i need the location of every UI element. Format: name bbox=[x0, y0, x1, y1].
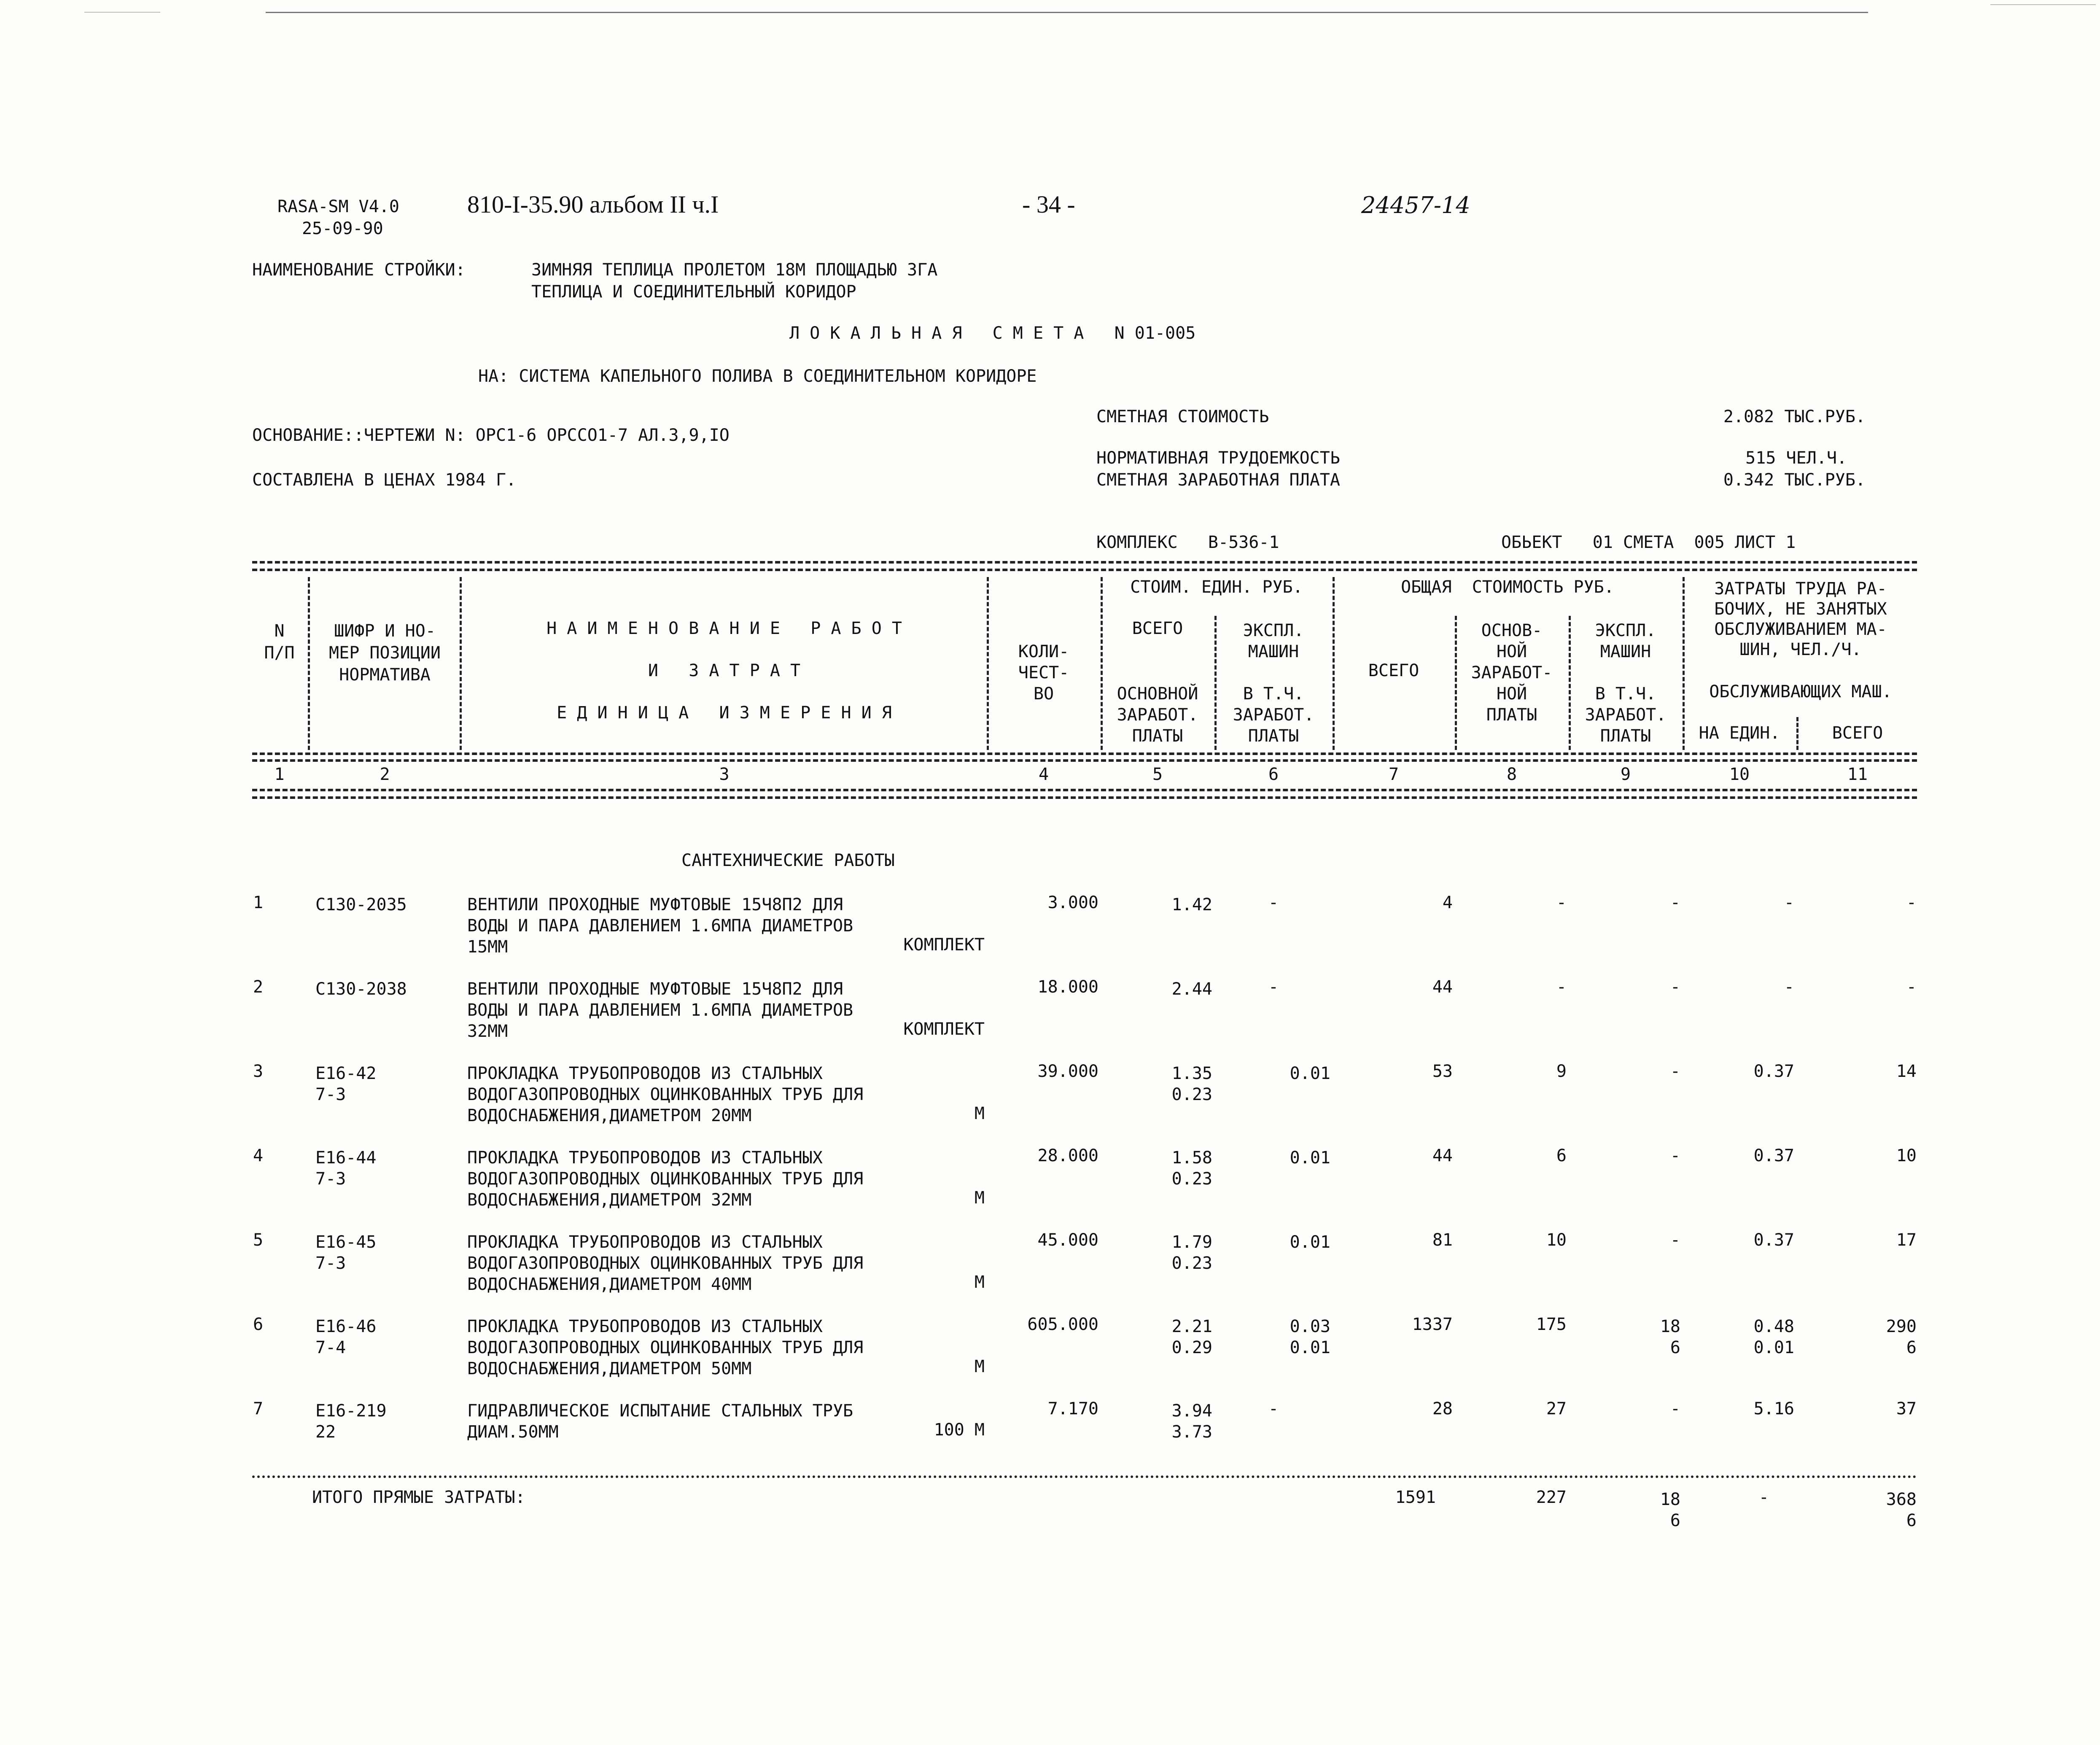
object-sheet: ОБЬЕКТ 01 СМЕТА 005 ЛИСТ 1 bbox=[1501, 533, 1796, 552]
row-labor-total: 10 bbox=[1896, 1146, 1917, 1165]
column-number: 1 bbox=[274, 765, 285, 784]
prices-year: СОСТАВЛЕНА В ЦЕНАХ 1984 Г. bbox=[252, 470, 517, 490]
construction-line2: ТЕПЛИЦА И СОЕДИНИТЕЛЬНЫЙ КОРИДОР bbox=[531, 282, 856, 302]
labor-value: 515 ЧЕЛ.Ч. bbox=[1745, 448, 1847, 468]
row-unit-machines: 0.03 0.01 bbox=[1290, 1317, 1330, 1357]
row-work-name: ПРОКЛАДКА ТРУБОПРОВОДОВ ИЗ СТАЛЬНЫХ ВОДОГАЗОПРОВОДНЫХ ОЦИНКОВАННЫХ ТРУБ ДЛЯ ВОДОСНАБЖЕНИЯ,ДИАМЕТРОМ 40ММ bbox=[467, 1233, 864, 1294]
scan-mark bbox=[1990, 4, 2096, 5]
row-main-wage: 10 bbox=[1546, 1230, 1567, 1250]
header-group-labor: ЗАТРАТЫ ТРУДА РА- БОЧИХ, НЕ ЗАНЯТЫХ ОБСЛУЖИВАНИЕМ МА- ШИН, ЧЕЛ./Ч. bbox=[1714, 579, 1887, 659]
complex: КОМПЛЕКС В-536-1 bbox=[1096, 533, 1279, 552]
column-number: 5 bbox=[1152, 765, 1163, 784]
basis: ОСНОВАНИЕ::ЧЕРТЕЖИ N: ОРС1-6 ОРССО1-7 АЛ.3,9,IO bbox=[252, 426, 730, 445]
row-main-wage: 9 bbox=[1556, 1062, 1567, 1081]
totals-labor-per-unit: - bbox=[1758, 1488, 1769, 1507]
wage-value: 0.342 ТЫС.РУБ. bbox=[1723, 470, 1866, 490]
row-number: 7 bbox=[253, 1399, 264, 1419]
row-labor-per-unit: 5.16 bbox=[1753, 1399, 1794, 1419]
row-code: С130-2035 bbox=[315, 895, 407, 914]
row-total: 4 bbox=[1442, 893, 1453, 912]
row-total: 1337 bbox=[1412, 1315, 1453, 1334]
row-unit: М bbox=[974, 1104, 985, 1123]
row-code: Е16-46 7-4 bbox=[315, 1317, 377, 1357]
row-main-wage: 175 bbox=[1536, 1315, 1567, 1334]
row-unit: М bbox=[974, 1188, 985, 1208]
estimate-title: Л О К А Л Ь Н А Я С М Е Т А N 01-005 bbox=[789, 324, 1196, 343]
row-quantity: 18.000 bbox=[1037, 977, 1098, 997]
row-unit-machines: - bbox=[1268, 1399, 1279, 1419]
row-total: 44 bbox=[1432, 977, 1453, 997]
column-number: 6 bbox=[1268, 765, 1279, 784]
row-number: 1 bbox=[253, 893, 264, 912]
row-work-name: ГИДРАВЛИЧЕСКОЕ ИСПЫТАНИЕ СТАЛЬНЫХ ТРУБ ДИАМ.50ММ bbox=[467, 1401, 853, 1442]
row-labor-total: 17 bbox=[1896, 1230, 1917, 1250]
program-id: RASA-SM V4.0 bbox=[277, 197, 399, 216]
header-group-total-cost: ОБЩАЯ СТОИМОСТЬ РУБ. bbox=[1401, 577, 1614, 597]
row-quantity: 28.000 bbox=[1037, 1146, 1098, 1165]
row-number: 3 bbox=[253, 1062, 264, 1081]
header-col-total: ВСЕГО bbox=[1132, 619, 1183, 638]
row-unit: КОМПЛЕКТ bbox=[903, 1019, 985, 1039]
row-number: 6 bbox=[253, 1315, 264, 1334]
header-group-machine-labor: ОБСЛУЖИВАЮЩИХ МАШ. bbox=[1709, 682, 1892, 701]
column-number: 10 bbox=[1729, 765, 1750, 784]
header-col-code: ШИФР И НО- МЕР ПОЗИЦИИ НОРМАТИВА bbox=[329, 621, 441, 685]
row-quantity: 3.000 bbox=[1047, 893, 1098, 912]
row-machines: - bbox=[1670, 977, 1680, 997]
row-unit: М bbox=[974, 1357, 985, 1376]
row-labor-per-unit: - bbox=[1784, 977, 1794, 997]
header-col-machine-op-wage: В Т.Ч. ЗАРАБОТ. ПЛАТЫ bbox=[1585, 684, 1667, 746]
row-quantity: 7.170 bbox=[1047, 1399, 1098, 1419]
row-total: 44 bbox=[1432, 1146, 1453, 1165]
row-unit-cost: 1.58 0.23 bbox=[1171, 1148, 1212, 1189]
row-work-name: ПРОКЛАДКА ТРУБОПРОВОДОВ ИЗ СТАЛЬНЫХ ВОДОГАЗОПРОВОДНЫХ ОЦИНКОВАННЫХ ТРУБ ДЛЯ ВОДОСНАБЖЕНИЯ,ДИАМЕТРОМ 20ММ bbox=[467, 1064, 864, 1125]
column-number: 9 bbox=[1620, 765, 1631, 784]
program-date: 25-09-90 bbox=[302, 219, 383, 238]
row-code: С130-2038 bbox=[315, 979, 407, 999]
totals-label: ИТОГО ПРЯМЫЕ ЗАТРАТЫ: bbox=[312, 1488, 525, 1507]
header-col-total-sum: ВСЕГО bbox=[1368, 661, 1419, 680]
header-col-name-3: Е Д И Н И Ц А И З М Е Р Е Н И Я bbox=[557, 703, 892, 723]
table-top-rule bbox=[252, 569, 1917, 571]
row-main-wage: - bbox=[1556, 893, 1567, 912]
totals-total: 1591 bbox=[1395, 1488, 1436, 1507]
header-col-name-2: И З А Т Р А Т bbox=[648, 661, 801, 680]
header-bottom-rule bbox=[252, 789, 1917, 791]
header-group-unit-cost: СТОИМ. ЕДИН. РУБ. bbox=[1130, 577, 1303, 597]
row-labor-total: - bbox=[1906, 893, 1917, 912]
row-work-name: ВЕНТИЛИ ПРОХОДНЫЕ МУФТОВЫЕ 15Ч8П2 ДЛЯ ВОДЫ И ПАРА ДАВЛЕНИЕМ 1.6МПА ДИАМЕТРОВ 32ММ bbox=[467, 979, 853, 1041]
column-number: 3 bbox=[719, 765, 730, 784]
row-labor-per-unit: 0.37 bbox=[1753, 1062, 1794, 1081]
totals-main-wage: 227 bbox=[1536, 1488, 1567, 1507]
column-number: 2 bbox=[380, 765, 390, 784]
row-main-wage: - bbox=[1556, 977, 1567, 997]
scan-edge bbox=[266, 12, 1868, 13]
row-quantity: 45.000 bbox=[1037, 1230, 1098, 1250]
row-machines: - bbox=[1670, 893, 1680, 912]
row-total: 28 bbox=[1432, 1399, 1453, 1419]
row-labor-per-unit: 0.48 0.01 bbox=[1753, 1317, 1794, 1357]
header-col-number: N П/П bbox=[264, 621, 295, 663]
totals-machines: 18 6 bbox=[1660, 1490, 1680, 1530]
row-unit-cost: 2.44 bbox=[1171, 979, 1212, 999]
row-unit-cost: 2.21 0.29 bbox=[1171, 1317, 1212, 1357]
header-col-machines: ЭКСПЛ. МАШИН bbox=[1243, 621, 1304, 661]
row-code: Е16-45 7-3 bbox=[315, 1233, 377, 1273]
row-labor-total: 14 bbox=[1896, 1062, 1917, 1081]
header-col-name: Н А И М Е Н О В А Н И Е Р А Б О Т bbox=[547, 619, 902, 638]
construction-label: НАИМЕНОВАНИЕ СТРОЙКИ: bbox=[252, 260, 466, 280]
row-unit-cost: 1.35 0.23 bbox=[1171, 1064, 1212, 1104]
header-col-quantity: КОЛИ- ЧЕСТ- ВО bbox=[1018, 642, 1069, 704]
row-code: Е16-219 22 bbox=[315, 1401, 387, 1442]
row-labor-per-unit: 0.37 bbox=[1753, 1146, 1794, 1165]
row-unit-machines: - bbox=[1268, 977, 1279, 997]
header-col-per-unit: НА ЕДИН. bbox=[1699, 723, 1780, 743]
inventory-number: 24457-14 bbox=[1361, 192, 1470, 218]
row-machines: - bbox=[1670, 1399, 1680, 1419]
row-total: 53 bbox=[1432, 1062, 1453, 1081]
album-number: 810-I-35.90 альбом II ч.I bbox=[467, 191, 719, 218]
row-unit: М bbox=[974, 1273, 985, 1292]
row-machines: 18 6 bbox=[1660, 1317, 1680, 1357]
wage-label: СМЕТНАЯ ЗАРАБОТНАЯ ПЛАТА bbox=[1096, 470, 1340, 490]
labor-label: НОРМАТИВНАЯ ТРУДОЕМКОСТЬ bbox=[1096, 448, 1340, 468]
row-labor-total: - bbox=[1906, 977, 1917, 997]
row-unit: КОМПЛЕКТ bbox=[903, 935, 985, 955]
row-unit-machines: 0.01 bbox=[1290, 1148, 1330, 1168]
column-number: 8 bbox=[1506, 765, 1517, 784]
header-col-labor-total: ВСЕГО bbox=[1832, 723, 1883, 743]
column-number: 4 bbox=[1038, 765, 1049, 784]
cost-label: СМЕТНАЯ СТОИМОСТЬ bbox=[1096, 407, 1269, 426]
row-labor-total: 290 6 bbox=[1886, 1317, 1917, 1357]
row-work-name: ВЕНТИЛИ ПРОХОДНЫЕ МУФТОВЫЕ 15Ч8П2 ДЛЯ ВОДЫ И ПАРА ДАВЛЕНИЕМ 1.6МПА ДИАМЕТРОВ 15ММ bbox=[467, 895, 853, 957]
row-number: 4 bbox=[253, 1146, 264, 1165]
construction-line1: ЗИМНЯЯ ТЕПЛИЦА ПРОЛЕТОМ 18М ПЛОЩАДЬЮ 3ГА bbox=[531, 260, 938, 280]
row-unit-cost: 1.42 bbox=[1171, 895, 1212, 914]
section-title: САНТЕХНИЧЕСКИЕ РАБОТЫ bbox=[681, 851, 895, 870]
row-unit-machines: - bbox=[1268, 893, 1279, 912]
row-total: 81 bbox=[1432, 1230, 1453, 1250]
cost-value: 2.082 ТЫС.РУБ. bbox=[1723, 407, 1866, 426]
header-col-main-wage: ОСНОВ- НОЙ ЗАРАБОТ- НОЙ ПЛАТЫ bbox=[1471, 621, 1553, 725]
row-machines: - bbox=[1670, 1146, 1680, 1165]
estimate-subject: НА: СИСТЕМА КАПЕЛЬНОГО ПОЛИВА В СОЕДИНИТЕЛЬНОМ КОРИДОРЕ bbox=[478, 367, 1037, 386]
totals-rule bbox=[252, 1475, 1917, 1478]
row-labor-per-unit: 0.37 bbox=[1753, 1230, 1794, 1250]
row-quantity: 39.000 bbox=[1037, 1062, 1098, 1081]
row-work-name: ПРОКЛАДКА ТРУБОПРОВОДОВ ИЗ СТАЛЬНЫХ ВОДОГАЗОПРОВОДНЫХ ОЦИНКОВАННЫХ ТРУБ ДЛЯ ВОДОСНАБЖЕНИЯ,ДИАМЕТРОМ 50ММ bbox=[467, 1317, 864, 1378]
column-separator bbox=[308, 577, 310, 750]
header-col-machine-wage: В Т.Ч. ЗАРАБОТ. ПЛАТЫ bbox=[1233, 684, 1314, 746]
row-code: Е16-42 7-3 bbox=[315, 1064, 377, 1104]
header-col-base-wage: ОСНОВНОЙ ЗАРАБОТ. ПЛАТЫ bbox=[1117, 684, 1198, 746]
row-main-wage: 6 bbox=[1556, 1146, 1567, 1165]
totals-labor-total: 368 6 bbox=[1886, 1490, 1917, 1530]
row-work-name: ПРОКЛАДКА ТРУБОПРОВОДОВ ИЗ СТАЛЬНЫХ ВОДОГАЗОПРОВОДНЫХ ОЦИНКОВАННЫХ ТРУБ ДЛЯ ВОДОСНАБЖЕНИЯ,ДИАМЕТРОМ 32ММ bbox=[467, 1148, 864, 1210]
header-col-machine-operation: ЭКСПЛ. МАШИН bbox=[1595, 621, 1656, 661]
header-rule bbox=[252, 752, 1917, 755]
row-quantity: 605.000 bbox=[1027, 1315, 1098, 1334]
row-code: Е16-44 7-3 bbox=[315, 1148, 377, 1189]
row-unit-cost: 3.94 3.73 bbox=[1171, 1401, 1212, 1442]
row-machines: - bbox=[1670, 1230, 1680, 1250]
column-number: 11 bbox=[1847, 765, 1868, 784]
row-machines: - bbox=[1670, 1062, 1680, 1081]
row-labor-per-unit: - bbox=[1784, 893, 1794, 912]
row-unit-machines: 0.01 bbox=[1290, 1064, 1330, 1083]
row-number: 5 bbox=[253, 1230, 264, 1250]
header-bottom-rule bbox=[252, 796, 1917, 799]
row-labor-total: 37 bbox=[1896, 1399, 1917, 1419]
row-number: 2 bbox=[253, 977, 264, 997]
row-unit-machines: 0.01 bbox=[1290, 1233, 1330, 1252]
header-rule bbox=[252, 759, 1917, 762]
row-unit: 100 М bbox=[934, 1420, 985, 1440]
table-top-rule bbox=[252, 561, 1917, 564]
column-number: 7 bbox=[1388, 765, 1399, 784]
page-number: - 34 - bbox=[1022, 191, 1075, 218]
row-unit-cost: 1.79 0.23 bbox=[1171, 1233, 1212, 1273]
column-separator bbox=[460, 577, 462, 750]
row-main-wage: 27 bbox=[1546, 1399, 1567, 1419]
scan-mark bbox=[84, 12, 160, 13]
